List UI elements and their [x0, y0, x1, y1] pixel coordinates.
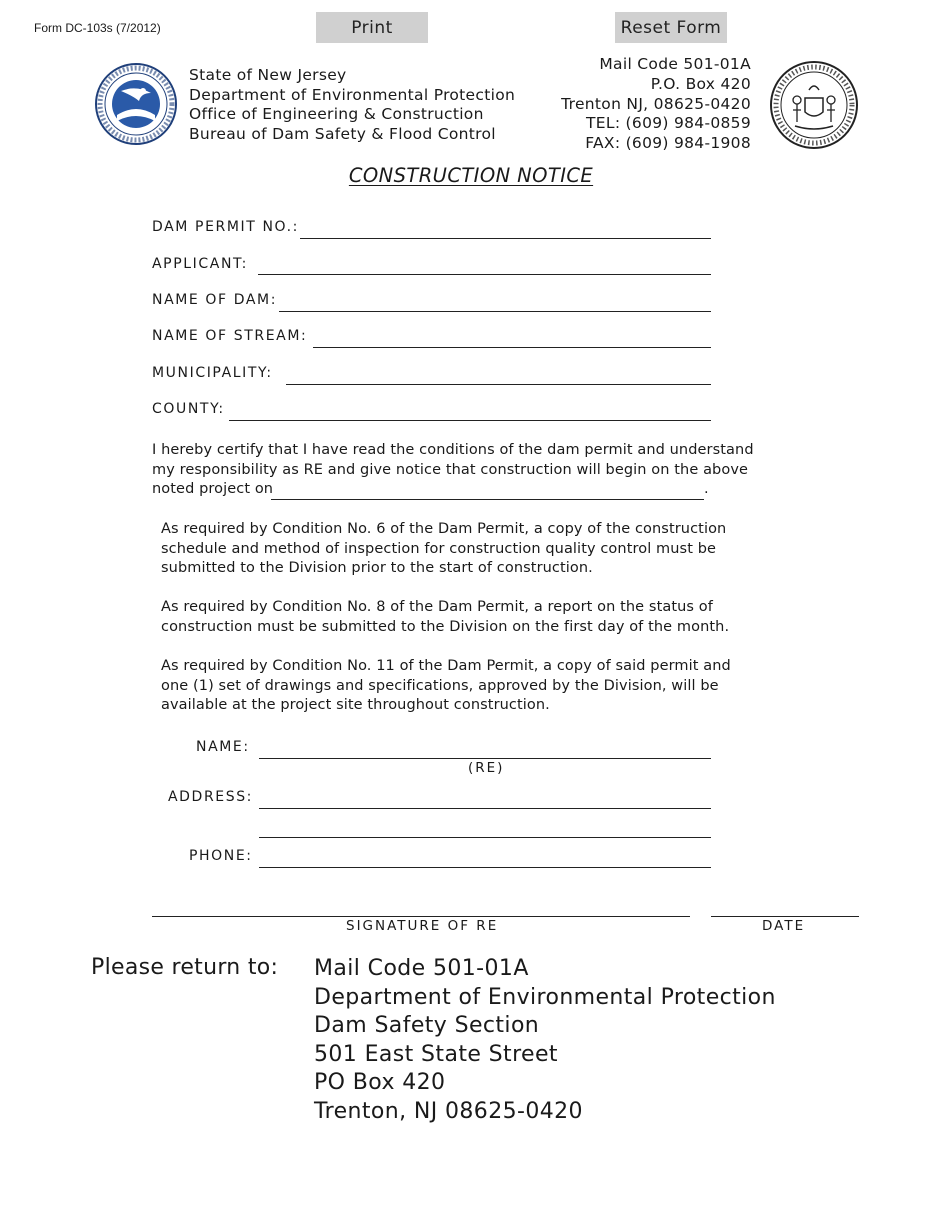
return-address-line: Trenton, NJ 08625-0420: [314, 1098, 583, 1124]
condition-line: schedule and method of inspection for construction quality control must be: [161, 540, 717, 557]
return-address: [314, 955, 776, 1127]
date-label: DATE: [762, 918, 806, 934]
contact-line: P.O. Box 420: [650, 74, 751, 93]
return-address-line: Mail Code 501-01A: [314, 956, 529, 981]
county-field[interactable]: [229, 420, 711, 421]
certification-line: my responsibility as RE and give notice that construction will begin on the above: [152, 461, 749, 478]
condition-line: one (1) set of drawings and specifications, approved by the Division, will be: [161, 677, 719, 694]
municipality-label: MUNICIPALITY:: [152, 365, 273, 381]
contact-line: Mail Code 501-01A: [599, 55, 751, 73]
re-phone-label: PHONE:: [189, 848, 253, 864]
name-of-dam-label: NAME OF DAM:: [152, 292, 278, 308]
name-of-dam-field[interactable]: [279, 311, 711, 312]
njdep-logo-icon: [95, 63, 177, 145]
re-address-field-1[interactable]: [259, 808, 711, 809]
certification-line: I hereby certify that I have read the conditions of the dam permit and understand: [152, 442, 754, 458]
county-label: COUNTY:: [152, 401, 225, 417]
name-of-stream-field[interactable]: [313, 347, 711, 348]
condition-line: As required by Condition No. 8 of the Dam Permit, a report on the status of: [161, 599, 713, 615]
dam-permit-no-label: DAM PERMIT NO.:: [152, 219, 299, 235]
condition-6-text: [161, 520, 726, 579]
contact-line: Trenton NJ, 08625-0420: [561, 94, 751, 113]
signature-line[interactable]: [152, 916, 690, 917]
condition-line: As required by Condition No. 6 of the Dam Permit, a copy of the construction: [161, 521, 727, 537]
municipality-field[interactable]: [286, 384, 711, 385]
re-phone-field[interactable]: [259, 867, 711, 868]
return-address-line: 501 East State Street: [314, 1041, 558, 1067]
condition-line: As required by Condition No. 11 of the Dam Permit, a copy of said permit and: [161, 658, 731, 674]
return-address-line: Department of Environmental Protection: [314, 984, 776, 1010]
return-address-line: PO Box 420: [314, 1070, 446, 1096]
print-button[interactable]: Print: [316, 12, 428, 43]
agency-line: Department of Environmental Protection: [189, 85, 516, 104]
certification-text: [152, 441, 754, 500]
re-address-field-2[interactable]: [259, 837, 711, 838]
signature-label: SIGNATURE OF RE: [346, 918, 499, 934]
re-address-label: ADDRESS:: [168, 789, 254, 805]
condition-8-text: [161, 598, 729, 637]
agency-block: [189, 66, 515, 145]
form-id: Form DC-103s (7/2012): [34, 21, 161, 35]
agency-line: Bureau of Dam Safety & Flood Control: [189, 125, 496, 144]
condition-line: submitted to the Division prior to the start of construction.: [161, 560, 593, 577]
nj-state-seal-icon: [769, 60, 859, 150]
contact-line: FAX: (609) 984-1908: [585, 134, 751, 153]
construction-start-date-field[interactable]: [271, 499, 704, 500]
applicant-label: APPLICANT:: [152, 256, 248, 272]
date-line[interactable]: [711, 916, 859, 917]
applicant-field[interactable]: [258, 274, 711, 275]
re-name-label: NAME:: [196, 739, 250, 755]
certification-end-mark: .: [704, 481, 709, 497]
re-name-field[interactable]: [259, 758, 711, 759]
return-to-label: Please return to:: [91, 955, 279, 980]
re-caption: (RE): [468, 760, 505, 776]
certification-line: noted project on: [152, 481, 274, 498]
condition-line: construction must be submitted to the Division on the first day of the month.: [161, 618, 730, 635]
condition-line: available at the project site throughout construction.: [161, 697, 550, 714]
return-address-line: Dam Safety Section: [314, 1013, 540, 1039]
agency-line: State of New Jersey: [189, 66, 347, 84]
contact-block: [561, 55, 751, 154]
reset-form-button[interactable]: Reset Form: [615, 12, 727, 43]
name-of-stream-label: NAME OF STREAM:: [152, 328, 308, 344]
agency-line: Office of Engineering & Construction: [189, 105, 484, 124]
dam-permit-no-field[interactable]: [300, 238, 711, 239]
contact-line: TEL: (609) 984-0859: [586, 114, 751, 133]
condition-11-text: [161, 657, 731, 716]
form-title: CONSTRUCTION NOTICE: [348, 164, 594, 187]
